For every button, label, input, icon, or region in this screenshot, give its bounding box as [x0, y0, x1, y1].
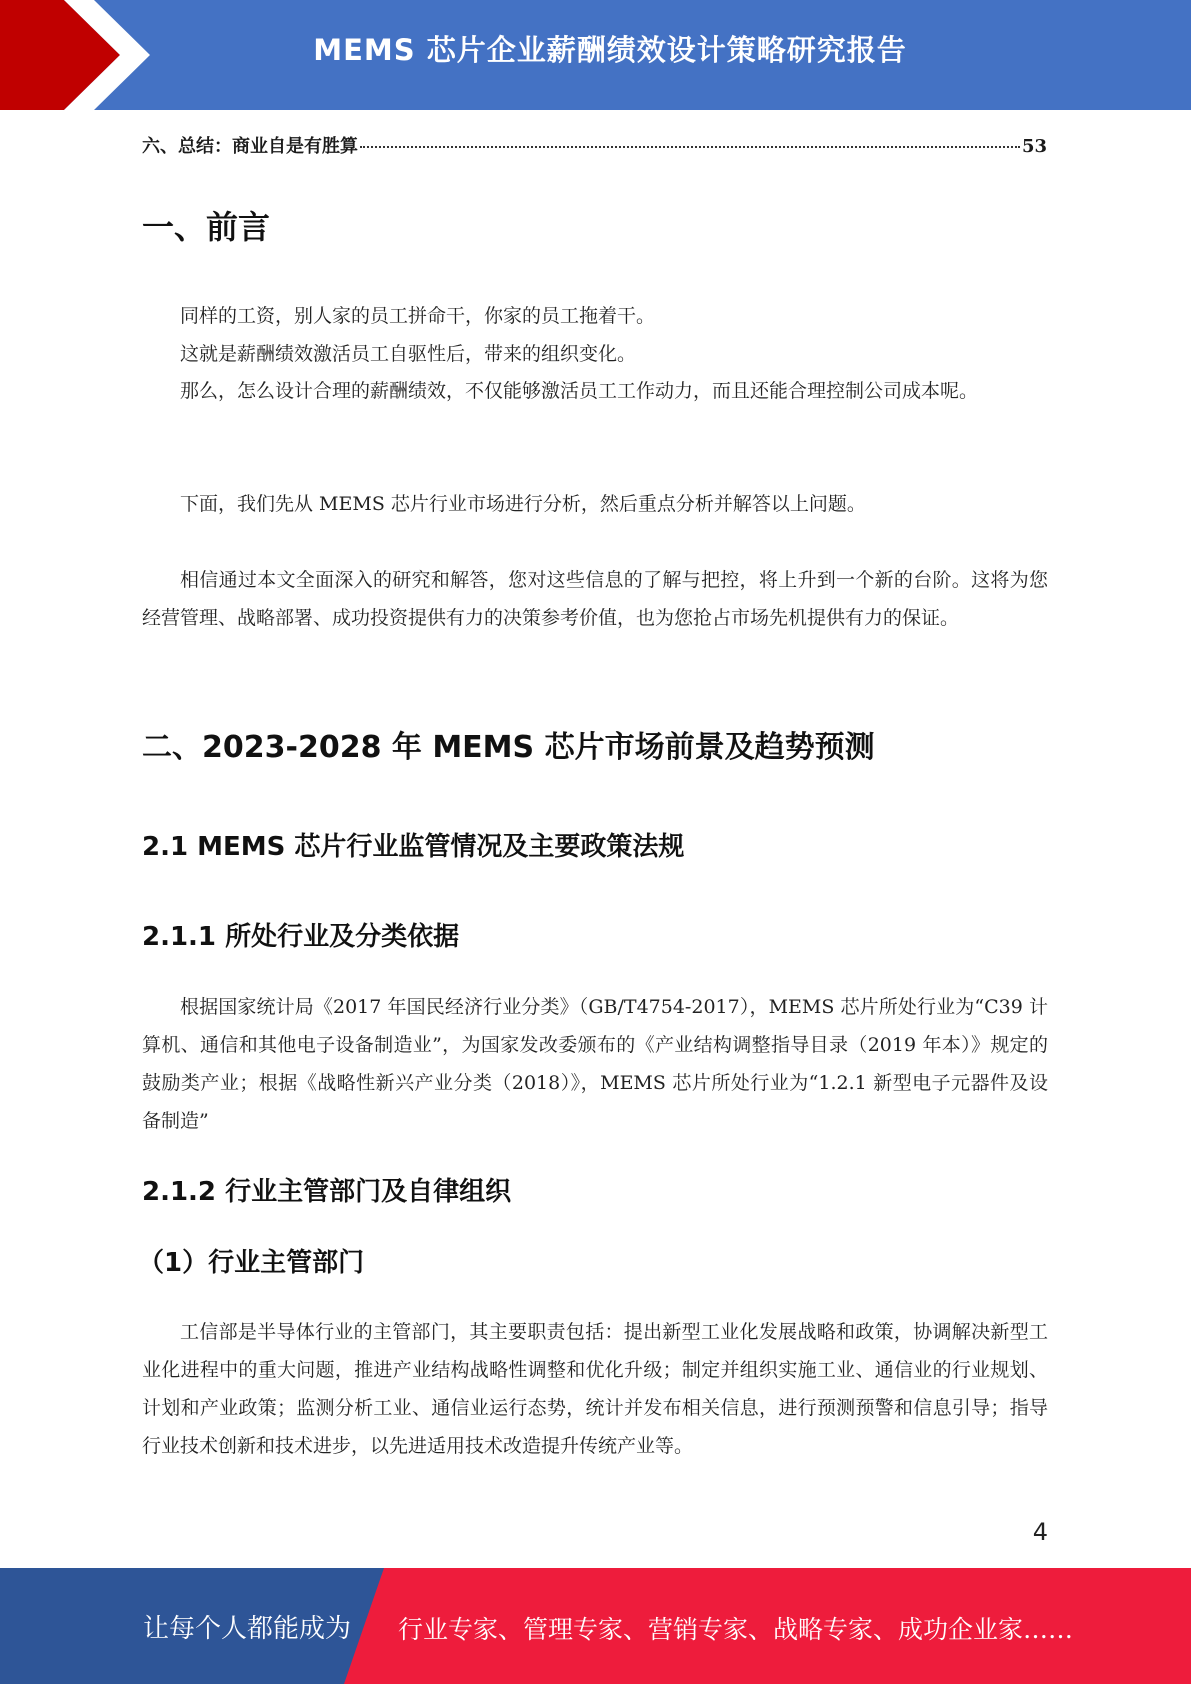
intro-paragraph: 下面，我们先从 MEMS 芯片行业市场进行分析，然后重点分析并解答以上问题。	[180, 493, 866, 515]
section-heading-forecast: 二、2023-2028 年 MEMS 芯片市场前景及趋势预测	[142, 730, 875, 765]
intro-paragraph: 相信通过本文全面深入的研究和解答，您对这些信息的了解与把控，将上升到一个新的台阶。这将为您经营管理、战略部署、成功投资提供有力的决策参考价值，也为您抢占市场先机提供有力的保证。	[142, 569, 1048, 629]
subsection-heading-2-1-1: 2.1.1 所处行业及分类依据	[142, 922, 460, 952]
toc-entry-label: 六、总结：商业自是有胜算	[142, 136, 358, 157]
subsection-heading-2-1-2: 2.1.2 行业主管部门及自律组织	[142, 1177, 512, 1207]
subsection-heading-authority: （1）行业主管部门	[138, 1248, 365, 1278]
header-banner	[0, 0, 1191, 110]
report-title: MEMS 芯片企业薪酬绩效设计策略研究报告	[313, 33, 907, 67]
intro-paragraph: 这就是薪酬绩效激活员工自驱性后，带来的组织变化。	[180, 343, 637, 365]
footer-banner	[0, 1568, 1191, 1684]
toc-entry-page: 53	[1021, 136, 1047, 157]
subsection-heading-2-1: 2.1 MEMS 芯片行业监管情况及主要政策法规	[142, 832, 685, 862]
toc-entry[interactable]	[142, 132, 1047, 158]
footer-slogan-left: 让每个人都能成为	[143, 1614, 352, 1644]
section-heading-intro: 一、前言	[142, 208, 271, 246]
body-paragraph-2-1-1: 根据国家统计局《2017 年国民经济行业分类》（GB/T4754-2017），MEMS 芯片所处行业为“C39 计算机、通信和其他电子设备制造业”，为国家发改委颁布的《产业结构调整指导目录（2019 年本）》规定的鼓励类产业；根据《战略性新兴产业分类（2018）》，MEMS 芯片所处行业为“1.2.1 新型电子元器件及设备制造”	[142, 996, 1048, 1132]
page-number: 4	[1032, 1518, 1048, 1546]
toc-leader-dots	[360, 146, 1020, 148]
body-paragraph-authority: 工信部是半导体行业的主管部门，其主要职责包括：提出新型工业化发展战略和政策，协调解决新型工业化进程中的重大问题，推进产业结构战略性调整和优化升级；制定并组织实施工业、通信业的行业规划、计划和产业政策；监测分析工业、通信业运行态势，统计并发布相关信息，进行预测预警和信息引导；指导行业技术创新和技术进步，以先进适用技术改造提升传统产业等。	[142, 1321, 1048, 1457]
intro-paragraph: 同样的工资，别人家的员工拼命干，你家的员工拖着干。	[180, 305, 656, 327]
footer-slogan-right: 行业专家、管理专家、营销专家、战略专家、成功企业家……	[398, 1615, 1074, 1644]
intro-paragraph: 那么，怎么设计合理的薪酬绩效，不仅能够激活员工工作动力，而且还能合理控制公司成本呢。	[180, 380, 979, 402]
